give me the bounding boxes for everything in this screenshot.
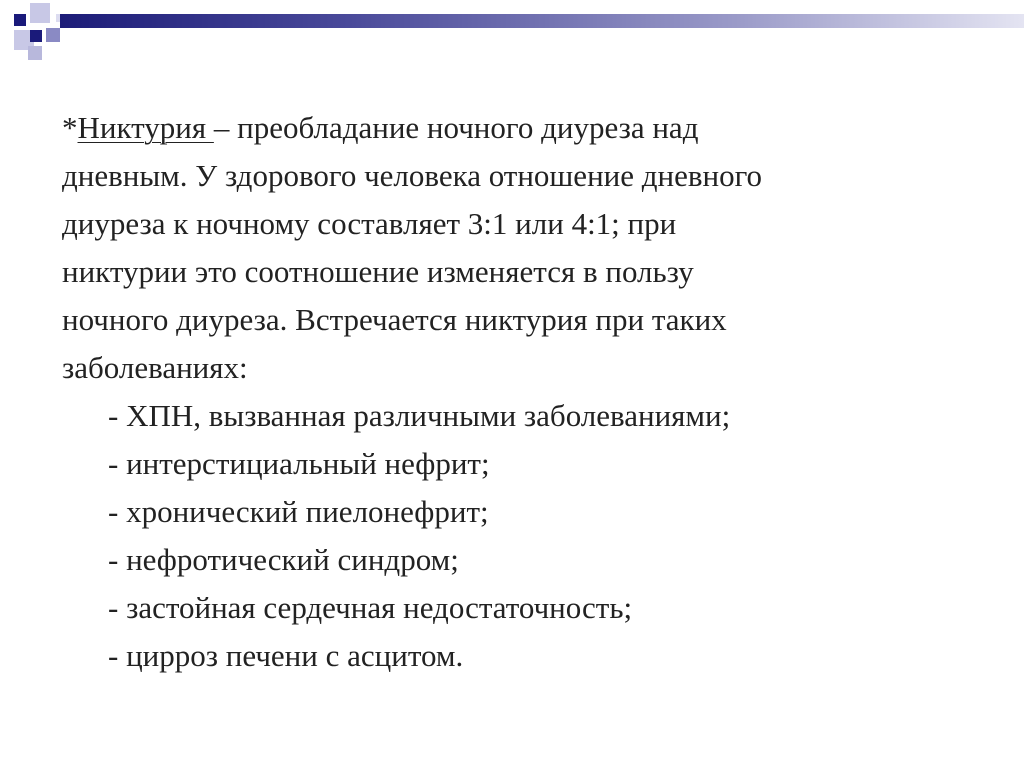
definition-line: – преобладание ночного диуреза над xyxy=(213,110,699,145)
list-item: - нефротический синдром; xyxy=(108,542,459,577)
list-item: - хронический пиелонефрит; xyxy=(108,494,489,529)
slide-body xyxy=(62,104,992,680)
header-decoration xyxy=(0,0,1024,60)
definition-line: дневным. У здорового человека отношение дневного xyxy=(62,158,763,193)
decor-square xyxy=(30,3,50,23)
definition-paragraph xyxy=(62,104,992,392)
decor-square xyxy=(46,28,60,42)
list-item: - цирроз печени с асцитом. xyxy=(108,638,464,673)
asterisk: * xyxy=(62,110,78,145)
term-nocturia: Никтурия xyxy=(77,110,214,145)
definition-line: ночного диуреза. Встречается никтурия при таких xyxy=(62,302,727,337)
definition-line: диуреза к ночному составляет 3:1 или 4:1; при xyxy=(62,206,677,241)
definition-line: заболеваниях: xyxy=(62,350,248,385)
decor-square xyxy=(28,46,42,60)
disease-list xyxy=(62,392,992,680)
list-item: - застойная сердечная недостаточность; xyxy=(108,590,633,625)
list-item: - интерстициальный нефрит; xyxy=(108,446,490,481)
decor-square xyxy=(30,30,42,42)
header-gradient-bar xyxy=(60,14,1024,28)
definition-line: никтурии это соотношение изменяется в пользу xyxy=(62,254,694,289)
decor-square xyxy=(14,14,26,26)
list-item: - ХПН, вызванная различными заболеваниями; xyxy=(108,398,731,433)
